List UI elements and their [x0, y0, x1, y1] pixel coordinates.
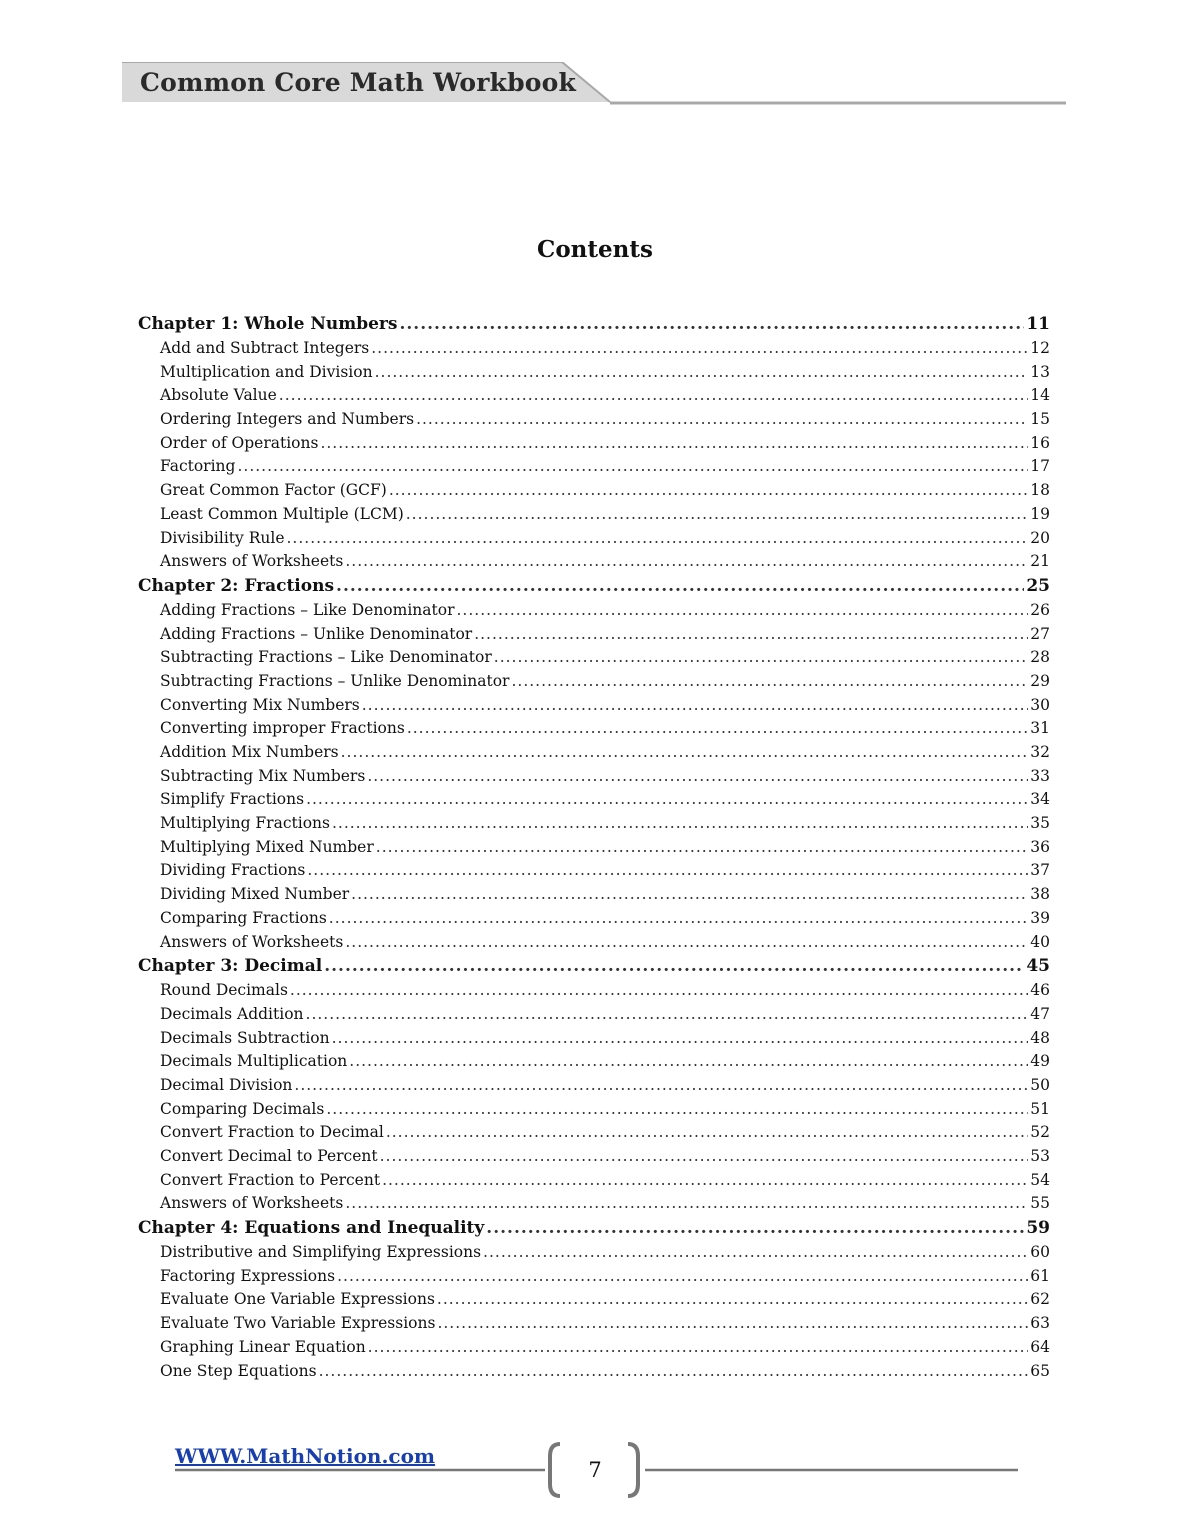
toc-chapter-entry[interactable] — [138, 956, 1050, 981]
dot-leader — [332, 1029, 1029, 1047]
section-page-number: 40 — [1030, 932, 1050, 951]
dot-leader — [376, 838, 1029, 856]
section-page-number: 19 — [1030, 504, 1050, 523]
dot-leader — [306, 1005, 1029, 1023]
dot-leader — [332, 814, 1028, 832]
dot-leader — [307, 861, 1028, 879]
toc-section-entry[interactable] — [138, 505, 1050, 529]
contents-heading: Contents — [537, 236, 653, 263]
toc-section-entry[interactable] — [138, 601, 1050, 625]
dot-leader — [389, 481, 1028, 499]
toc-section-entry[interactable] — [138, 1147, 1050, 1171]
dot-leader — [371, 339, 1028, 357]
dot-leader — [349, 1052, 1028, 1070]
section-title: Comparing Decimals — [160, 1099, 325, 1118]
section-title: Add and Subtract Integers — [160, 339, 370, 357]
page-number: 7 — [588, 1458, 602, 1482]
toc-section-entry[interactable] — [138, 1076, 1050, 1100]
toc-section-entry[interactable] — [138, 1290, 1050, 1314]
toc-section-entry[interactable] — [138, 434, 1050, 458]
dot-leader — [336, 576, 1024, 596]
toc-section-entry[interactable] — [138, 790, 1050, 814]
chapter-page-number: 59 — [1026, 1218, 1050, 1239]
section-title: Decimal Division — [160, 1075, 293, 1094]
dot-leader — [345, 552, 1028, 570]
dot-leader — [287, 529, 1029, 547]
section-page-number: 47 — [1030, 1004, 1050, 1023]
dot-leader — [237, 457, 1028, 475]
toc-section-entry[interactable] — [138, 339, 1050, 363]
section-title: Converting Mix Numbers — [160, 695, 360, 714]
toc-section-entry[interactable] — [138, 838, 1050, 862]
toc-section-entry[interactable] — [138, 457, 1050, 481]
toc-section-entry[interactable] — [138, 1052, 1050, 1076]
toc-section-entry[interactable] — [138, 719, 1050, 743]
section-title: Least Common Multiple (LCM) — [160, 504, 404, 523]
dot-leader — [416, 410, 1028, 428]
section-page-number: 53 — [1030, 1147, 1050, 1165]
dot-leader — [380, 1147, 1029, 1165]
dot-leader — [399, 314, 1024, 334]
section-title: Convert Fraction to Decimal — [160, 1123, 384, 1142]
toc-chapter-entry[interactable] — [138, 314, 1050, 339]
section-title: Answers of Worksheets — [160, 1194, 344, 1213]
section-page-number: 37 — [1030, 861, 1050, 880]
toc-chapter-entry[interactable] — [138, 1218, 1050, 1243]
section-page-number: 33 — [1030, 766, 1050, 785]
dot-leader — [386, 1123, 1028, 1141]
dot-leader — [375, 363, 1029, 381]
toc-section-entry[interactable] — [138, 696, 1050, 720]
section-page-number: 55 — [1030, 1194, 1050, 1213]
section-title: Distributive and Simplifying Expressions — [160, 1243, 482, 1262]
dot-leader — [320, 434, 1028, 452]
section-title: Answers of Worksheets — [160, 932, 344, 951]
section-title: Decimals Subtraction — [160, 1028, 330, 1047]
dot-leader — [326, 1100, 1028, 1118]
section-page-number: 60 — [1030, 1243, 1050, 1262]
section-page-number: 46 — [1030, 981, 1050, 1000]
toc-section-entry[interactable] — [138, 767, 1050, 791]
section-title: Decimals Multiplication — [160, 1052, 348, 1071]
dot-leader — [329, 909, 1028, 927]
toc-section-entry[interactable] — [138, 909, 1050, 933]
workbook-title: Common Core Math Workbook — [140, 68, 577, 97]
section-page-number: 26 — [1030, 600, 1050, 619]
toc-section-entry[interactable] — [138, 672, 1050, 696]
section-page-number: 62 — [1030, 1290, 1050, 1309]
toc-section-entry[interactable] — [138, 529, 1050, 553]
section-title: Round Decimals — [160, 981, 288, 1000]
section-title: Subtracting Mix Numbers — [160, 766, 366, 785]
section-page-number: 54 — [1030, 1170, 1050, 1189]
section-page-number: 27 — [1030, 624, 1050, 643]
dot-leader — [290, 981, 1028, 999]
section-page-number: 18 — [1030, 481, 1050, 500]
toc-section-entry[interactable] — [138, 933, 1050, 957]
toc-section-entry[interactable] — [138, 1243, 1050, 1267]
toc-section-entry[interactable] — [138, 386, 1050, 410]
section-page-number: 32 — [1030, 743, 1050, 761]
website-link[interactable]: WWW.MathNotion.com — [175, 1444, 436, 1468]
dot-leader — [368, 1338, 1029, 1356]
section-title: Ordering Integers and Numbers — [160, 410, 415, 429]
section-title: Order of Operations — [160, 433, 319, 452]
dot-leader — [486, 1218, 1024, 1238]
section-page-number: 12 — [1030, 339, 1050, 357]
section-page-number: 52 — [1030, 1123, 1050, 1142]
toc-section-entry[interactable] — [138, 1338, 1050, 1362]
section-title: Multiplying Fractions — [160, 814, 330, 833]
dot-leader — [407, 719, 1028, 737]
dot-leader — [437, 1290, 1028, 1308]
section-title: Comparing Fractions — [160, 908, 327, 927]
chapter-page-number: 11 — [1026, 314, 1050, 334]
section-page-number: 20 — [1030, 528, 1050, 547]
dot-leader — [337, 1267, 1028, 1285]
dot-leader — [345, 1194, 1028, 1212]
section-title: Decimals Addition — [160, 1004, 304, 1023]
chapter-page-number: 25 — [1026, 575, 1050, 596]
section-title: Dividing Mixed Number — [160, 885, 350, 904]
section-page-number: 16 — [1030, 433, 1050, 452]
section-title: Convert Decimal to Percent — [160, 1147, 378, 1165]
section-title: Absolute Value — [160, 386, 277, 405]
section-page-number: 15 — [1030, 410, 1050, 429]
chapter-title: Chapter 4: Equations and Inequality — [138, 1218, 485, 1239]
dot-leader — [437, 1314, 1028, 1332]
dot-leader — [494, 648, 1029, 666]
toc-section-entry[interactable] — [138, 481, 1050, 505]
section-page-number: 38 — [1030, 885, 1050, 904]
dot-leader — [294, 1076, 1028, 1094]
page-header — [122, 62, 1066, 106]
section-title: Subtracting Fractions – Like Denominator — [160, 648, 492, 667]
toc-section-entry[interactable] — [138, 1029, 1050, 1053]
chapter-title: Chapter 2: Fractions — [138, 575, 335, 596]
dot-leader — [351, 885, 1028, 903]
dot-leader — [324, 956, 1024, 976]
toc-section-entry[interactable] — [138, 552, 1050, 576]
section-title: Addition Mix Numbers — [160, 743, 339, 761]
dot-leader — [341, 743, 1029, 761]
section-title: Answers of Worksheets — [160, 552, 344, 571]
dot-leader — [456, 601, 1028, 619]
section-title: Great Common Factor (GCF) — [160, 481, 387, 500]
section-title: Factoring Expressions — [160, 1266, 336, 1285]
section-title: Divisibility Rule — [160, 528, 285, 547]
dot-leader — [279, 386, 1028, 404]
table-of-contents — [138, 314, 1050, 1385]
toc-section-entry[interactable] — [138, 410, 1050, 434]
section-page-number: 35 — [1030, 814, 1050, 833]
toc-section-entry[interactable] — [138, 1171, 1050, 1195]
section-page-number: 34 — [1030, 790, 1050, 809]
toc-section-entry[interactable] — [138, 861, 1050, 885]
section-title: Multiplying Mixed Number — [160, 837, 374, 856]
dot-leader — [511, 672, 1028, 690]
toc-section-entry[interactable] — [138, 743, 1050, 767]
dot-leader — [362, 696, 1029, 714]
section-title: One Step Equations — [160, 1361, 317, 1380]
toc-section-entry[interactable] — [138, 981, 1050, 1005]
section-page-number: 61 — [1030, 1266, 1050, 1285]
toc-section-entry[interactable] — [138, 1362, 1050, 1386]
section-title: Convert Fraction to Percent — [160, 1170, 381, 1189]
section-page-number: 49 — [1030, 1052, 1050, 1071]
section-title: Evaluate Two Variable Expressions — [160, 1314, 436, 1333]
section-title: Factoring — [160, 457, 236, 476]
section-page-number: 39 — [1030, 908, 1050, 927]
section-page-number: 50 — [1030, 1075, 1050, 1094]
section-page-number: 63 — [1030, 1314, 1050, 1333]
section-page-number: 17 — [1030, 457, 1050, 476]
toc-section-entry[interactable] — [138, 625, 1050, 649]
section-page-number: 31 — [1030, 719, 1050, 738]
section-page-number: 14 — [1030, 386, 1050, 405]
toc-section-entry[interactable] — [138, 1267, 1050, 1291]
toc-section-entry[interactable] — [138, 1123, 1050, 1147]
section-page-number: 65 — [1030, 1361, 1050, 1380]
section-page-number: 30 — [1030, 695, 1050, 714]
section-page-number: 51 — [1030, 1099, 1050, 1118]
section-page-number: 21 — [1030, 552, 1050, 571]
chapter-title: Chapter 1: Whole Numbers — [138, 314, 398, 334]
section-title: Dividing Fractions — [160, 861, 306, 880]
section-title: Subtracting Fractions – Unlike Denominator — [160, 671, 510, 690]
section-title: Evaluate One Variable Expressions — [160, 1290, 435, 1309]
section-page-number: 48 — [1030, 1028, 1050, 1047]
toc-section-entry[interactable] — [138, 814, 1050, 838]
section-title: Simplify Fractions — [160, 790, 305, 809]
section-page-number: 64 — [1030, 1337, 1050, 1356]
chapter-page-number: 45 — [1026, 956, 1050, 977]
chapter-title: Chapter 3: Decimal — [138, 956, 323, 977]
toc-section-entry[interactable] — [138, 363, 1050, 387]
section-page-number: 36 — [1030, 837, 1050, 856]
section-page-number: 28 — [1030, 648, 1050, 667]
section-title: Graphing Linear Equation — [160, 1337, 366, 1356]
toc-section-entry[interactable] — [138, 1194, 1050, 1218]
section-title: Multiplication and Division — [160, 362, 373, 381]
dot-leader — [367, 767, 1028, 785]
section-page-number: 13 — [1030, 362, 1050, 381]
toc-section-entry[interactable] — [138, 648, 1050, 672]
toc-chapter-entry[interactable] — [138, 576, 1050, 601]
dot-leader — [382, 1171, 1028, 1189]
toc-section-entry[interactable] — [138, 1314, 1050, 1338]
dot-leader — [474, 625, 1028, 643]
dot-leader — [345, 933, 1028, 951]
dot-leader — [319, 1362, 1029, 1380]
section-title: Adding Fractions – Like Denominator — [160, 600, 455, 619]
dot-leader — [483, 1243, 1028, 1261]
toc-section-entry[interactable] — [138, 885, 1050, 909]
section-title: Adding Fractions – Unlike Denominator — [160, 624, 473, 643]
dot-leader — [406, 505, 1029, 523]
dot-leader — [306, 790, 1028, 808]
section-page-number: 29 — [1030, 671, 1050, 690]
section-title: Converting improper Fractions — [160, 719, 405, 738]
toc-section-entry[interactable] — [138, 1005, 1050, 1029]
toc-section-entry[interactable] — [138, 1100, 1050, 1124]
